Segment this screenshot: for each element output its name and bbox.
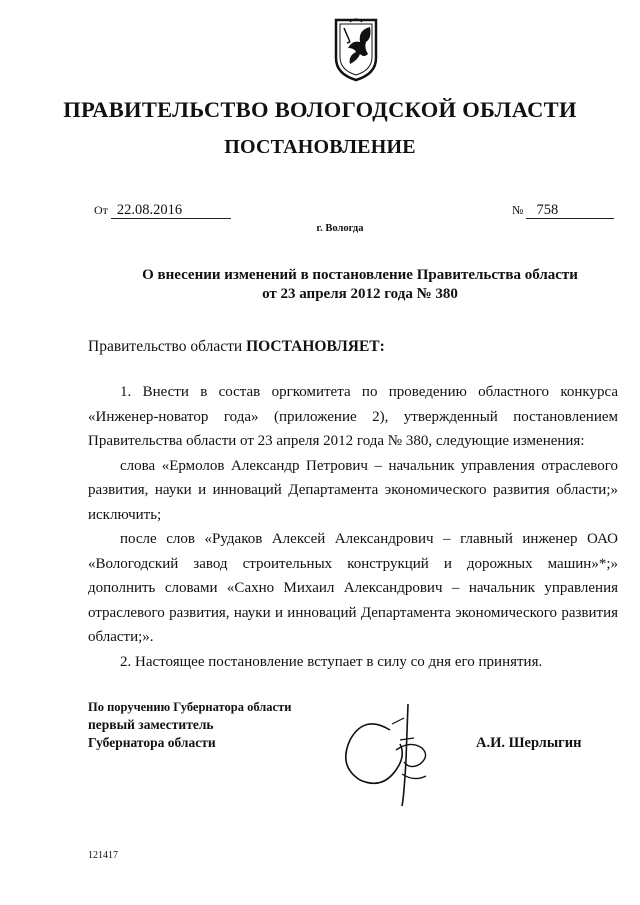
organization-title: ПРАВИТЕЛЬСТВО ВОЛОГОДСКОЙ ОБЛАСТИ <box>63 97 577 122</box>
preamble-text: Правительство области <box>88 338 247 355</box>
paragraph-4: 2. Настоящее постановление вступает в силу со дня его принятия. <box>120 653 543 670</box>
number-field <box>512 203 614 219</box>
signatory-line-1: По поручению Губернатора области <box>88 700 292 714</box>
date-value: 22.08.2016 <box>111 203 231 219</box>
document-type: ПОСТАНОВЛЕНИЕ <box>224 136 416 158</box>
document-body <box>88 380 618 674</box>
number-value: 758 <box>526 203 614 219</box>
paragraph-2: слова «Ермолов Александр Петрович – начальник управления отраслевого развития, науки и инноваций Департамента экономического развития области;» исключить; <box>88 457 618 523</box>
document-code: 121417 <box>88 850 118 861</box>
handwritten-signature-icon <box>330 700 440 810</box>
signatory-line-3: Губернатора области <box>88 735 216 750</box>
signatory-title <box>88 698 291 752</box>
date-prefix: От <box>94 203 108 217</box>
document-subject <box>80 266 640 304</box>
coat-of-arms-icon <box>330 14 382 84</box>
subject-line-2: от 23 апреля 2012 года № 380 <box>262 286 458 302</box>
paragraph-3: после слов «Рудаков Алексей Александрович – главный инженер ОАО «Вологодский завод строительных конструкций и дорожных машин»*;» дополнить словами «Сахно Михаил Александрович – начальник управления отраслевого развития, науки и инноваций Департамента экономического развития области;». <box>88 531 618 645</box>
signatory-name: А.И. Шерлыгин <box>476 735 582 751</box>
signatory-line-2: первый заместитель <box>88 717 214 732</box>
number-prefix: № <box>512 203 524 217</box>
date-field <box>94 203 231 219</box>
preamble-emphasis: ПОСТАНОВЛЯЕТ: <box>246 338 385 355</box>
subject-line-1: О внесении изменений в постановление Правительства области <box>142 267 578 283</box>
paragraph-1: 1. Внести в состав оргкомитета по проведению областного конкурса «Инженер-новатор года» (приложение 2), утвержденный постановлением Правительства области от 23 апреля 2012 года № 380, следующие изменения: <box>88 384 618 449</box>
preamble <box>88 338 385 356</box>
city: г. Вологда <box>316 223 364 234</box>
